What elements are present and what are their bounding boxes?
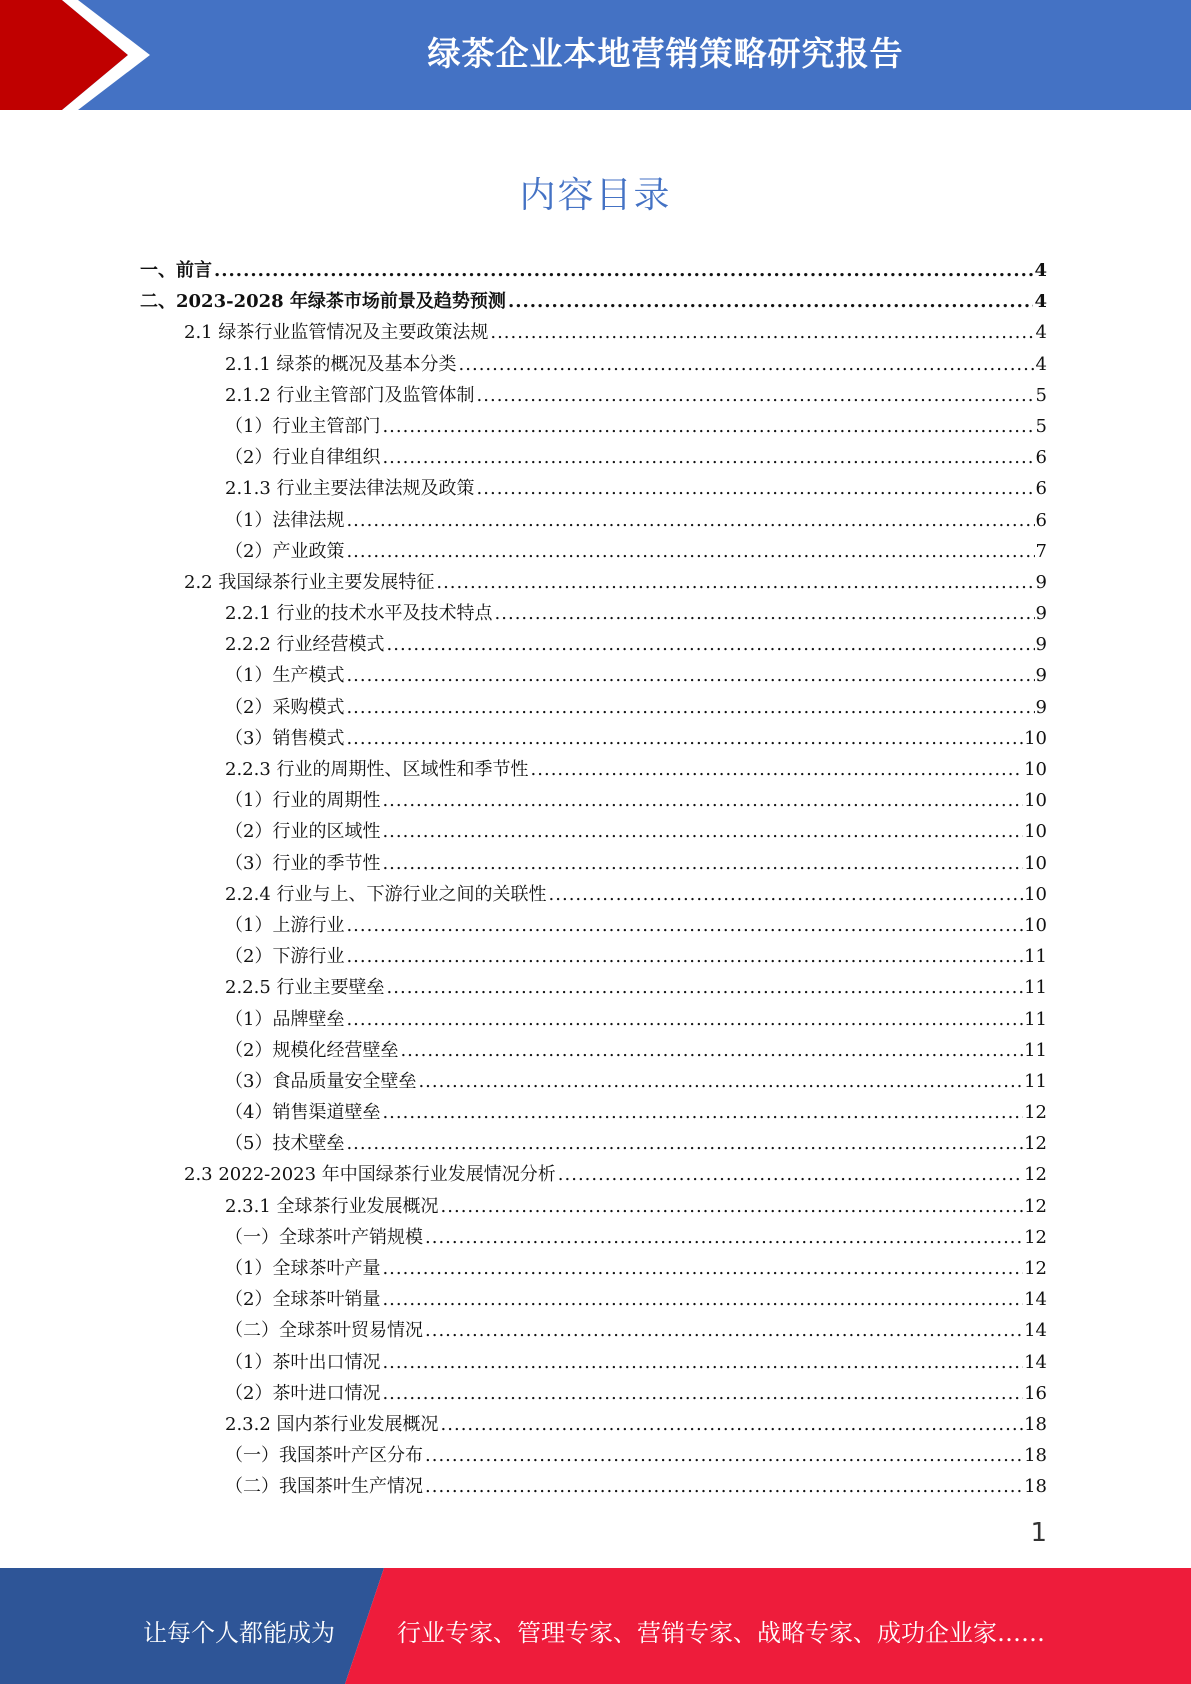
toc-entry-title: 2.3 2022-2023 年中国绿茶行业发展情况分析 — [184, 1159, 558, 1190]
toc-entry[interactable] — [140, 505, 1047, 536]
toc-entry[interactable] — [140, 816, 1047, 847]
toc-entry-page: 4 — [1034, 260, 1047, 281]
toc-entry[interactable] — [140, 1409, 1047, 1440]
toc-entry-title: 二、2023-2028 年绿茶市场前景及趋势预测 — [140, 286, 508, 317]
toc-entry-title: 2.1.1 绿茶的概况及基本分类 — [225, 349, 459, 380]
toc-entry[interactable] — [140, 255, 1047, 286]
toc-leader-dots — [382, 442, 1034, 473]
toc-entry-title: （2）茶叶进口情况 — [225, 1378, 382, 1409]
toc-entry-page: 11 — [1024, 977, 1047, 999]
toc-leader-dots — [346, 910, 1023, 941]
toc-leader-dots — [387, 629, 1035, 660]
toc-entry[interactable] — [140, 754, 1047, 785]
toc-entry[interactable] — [140, 692, 1047, 723]
toc-leader-dots — [477, 380, 1035, 411]
toc-entry-title: （1）茶叶出口情况 — [225, 1347, 382, 1378]
toc-entry[interactable] — [140, 660, 1047, 691]
toc-leader-dots — [490, 317, 1034, 348]
toc-entry[interactable] — [140, 317, 1047, 348]
toc-entry-page: 10 — [1024, 852, 1047, 874]
toc-entry-page: 10 — [1024, 790, 1047, 812]
toc-entry-title: （1）上游行业 — [225, 910, 346, 941]
footer-slogan-left: 让每个人都能成为 — [143, 1619, 335, 1647]
toc-leader-dots — [346, 723, 1023, 754]
toc-entry[interactable] — [140, 848, 1047, 879]
toc-leader-dots — [425, 1315, 1023, 1346]
toc-entry[interactable] — [140, 286, 1047, 317]
toc-leader-dots — [346, 505, 1034, 536]
toc-entry[interactable] — [140, 442, 1047, 473]
toc-entry-title: （二）我国茶叶生产情况 — [225, 1471, 425, 1502]
toc-entry[interactable] — [140, 723, 1047, 754]
toc-entry-page: 10 — [1024, 883, 1047, 905]
toc-entry-title: 一、前言 — [140, 255, 214, 286]
toc-entry[interactable] — [140, 1191, 1047, 1222]
toc-entry[interactable] — [140, 1347, 1047, 1378]
toc-entry-page: 11 — [1024, 1008, 1047, 1030]
toc-heading: 内容目录 — [519, 175, 672, 216]
toc-entry[interactable] — [140, 879, 1047, 910]
toc-entry-title: （1）法律法规 — [225, 505, 346, 536]
toc-entry-page: 12 — [1024, 1102, 1047, 1124]
page-header-band — [0, 0, 1191, 110]
page-footer-band — [0, 1568, 1191, 1684]
toc-entry[interactable] — [140, 473, 1047, 504]
toc-entry[interactable] — [140, 629, 1047, 660]
toc-entry-title: （1）行业主管部门 — [225, 411, 382, 442]
toc-leader-dots — [549, 879, 1024, 910]
toc-leader-dots — [441, 1409, 1024, 1440]
toc-entry-title: （二）全球茶叶贸易情况 — [225, 1315, 425, 1346]
toc-entry-page: 18 — [1024, 1413, 1047, 1435]
toc-entry[interactable] — [140, 1471, 1047, 1502]
toc-entry[interactable] — [140, 1315, 1047, 1346]
toc-entry-page: 12 — [1024, 1133, 1047, 1155]
toc-entry-page: 4 — [1034, 291, 1047, 313]
toc-entry[interactable] — [140, 349, 1047, 380]
toc-entry-title: 2.2.5 行业主要壁垒 — [225, 972, 387, 1003]
toc-entry[interactable] — [140, 1004, 1047, 1035]
toc-leader-dots — [346, 692, 1034, 723]
toc-leader-dots — [387, 972, 1024, 1003]
toc-entry-title: （2）规模化经营壁垒 — [225, 1035, 400, 1066]
toc-leader-dots — [382, 785, 1023, 816]
toc-leader-dots — [382, 1253, 1023, 1284]
toc-leader-dots — [459, 349, 1035, 380]
toc-entry[interactable] — [140, 411, 1047, 442]
toc-entry-page: 6 — [1035, 509, 1047, 531]
toc-entry-title: （3）行业的季节性 — [225, 848, 382, 879]
toc-entry-title: （2）行业的区域性 — [225, 816, 382, 847]
toc-leader-dots — [477, 473, 1035, 504]
toc-entry-title: （2）下游行业 — [225, 941, 346, 972]
toc-entry-page: 10 — [1024, 727, 1047, 749]
table-of-contents — [140, 255, 1047, 1503]
toc-entry-page: 18 — [1024, 1476, 1047, 1498]
toc-entry-title: （一）全球茶叶产销规模 — [225, 1222, 425, 1253]
toc-entry[interactable] — [140, 380, 1047, 411]
toc-entry-title: 2.2 我国绿茶行业主要发展特征 — [184, 567, 436, 598]
toc-entry-page: 10 — [1024, 821, 1047, 843]
toc-entry[interactable] — [140, 1066, 1047, 1097]
toc-leader-dots — [436, 567, 1034, 598]
toc-entry-page: 10 — [1024, 759, 1047, 780]
toc-entry-page: 5 — [1035, 384, 1047, 406]
toc-leader-dots — [400, 1035, 1023, 1066]
toc-entry-title: 2.2.1 行业的技术水平及技术特点 — [225, 598, 495, 629]
toc-entry[interactable] — [140, 1097, 1047, 1128]
toc-entry-page: 12 — [1024, 1226, 1047, 1248]
toc-entry-page: 12 — [1024, 1164, 1047, 1186]
toc-entry-page: 12 — [1024, 1258, 1047, 1279]
toc-entry-page: 5 — [1035, 415, 1047, 437]
toc-entry-page: 9 — [1035, 634, 1047, 656]
toc-entry[interactable] — [140, 536, 1047, 567]
toc-entry-title: （2）采购模式 — [225, 692, 346, 723]
toc-entry-page: 7 — [1035, 540, 1047, 562]
page-number: 1 — [1030, 1518, 1047, 1548]
toc-leader-dots — [346, 1128, 1023, 1159]
toc-entry-title: 2.1.2 行业主管部门及监管体制 — [225, 380, 477, 411]
toc-entry-page: 11 — [1024, 946, 1047, 968]
toc-entry-page: 11 — [1024, 1039, 1047, 1061]
toc-leader-dots — [425, 1222, 1023, 1253]
toc-leader-dots — [495, 598, 1035, 629]
toc-entry[interactable] — [140, 1378, 1047, 1409]
toc-entry-page: 9 — [1035, 603, 1047, 625]
toc-leader-dots — [441, 1191, 1024, 1222]
toc-entry-title: 2.3.1 全球茶行业发展概况 — [225, 1191, 441, 1222]
toc-entry-page: 9 — [1035, 571, 1047, 593]
toc-leader-dots — [425, 1440, 1023, 1471]
footer-slogan-right: 行业专家、管理专家、营销专家、战略专家、成功企业家…… — [397, 1619, 1045, 1647]
toc-leader-dots — [382, 1378, 1023, 1409]
toc-leader-dots — [214, 255, 1033, 286]
toc-leader-dots — [346, 941, 1023, 972]
toc-entry[interactable] — [140, 1253, 1047, 1284]
toc-entry-title: 2.2.4 行业与上、下游行业之间的关联性 — [225, 879, 549, 910]
toc-entry-page: 9 — [1035, 696, 1047, 718]
toc-leader-dots — [418, 1066, 1023, 1097]
toc-entry[interactable] — [140, 941, 1047, 972]
toc-entry-page: 6 — [1035, 478, 1047, 500]
toc-entry[interactable] — [140, 972, 1047, 1003]
toc-entry[interactable] — [140, 1128, 1047, 1159]
toc-entry-page: 10 — [1024, 914, 1047, 936]
toc-entry-title: 2.1.3 行业主要法律法规及政策 — [225, 473, 477, 504]
toc-entry-page: 4 — [1035, 322, 1047, 344]
toc-entry-page: 16 — [1024, 1382, 1047, 1404]
toc-entry-title: （5）技术壁垒 — [225, 1128, 346, 1159]
toc-leader-dots — [508, 286, 1034, 317]
toc-entry[interactable] — [140, 785, 1047, 816]
toc-leader-dots — [382, 1284, 1023, 1315]
toc-leader-dots — [382, 1347, 1023, 1378]
toc-entry-page: 14 — [1024, 1289, 1047, 1311]
toc-entry-page: 6 — [1035, 447, 1047, 469]
toc-leader-dots — [346, 536, 1034, 567]
toc-entry-title: 2.3.2 国内茶行业发展概况 — [225, 1409, 441, 1440]
toc-entry-page: 14 — [1024, 1320, 1047, 1342]
toc-entry[interactable] — [140, 1222, 1047, 1253]
toc-entry-title: 2.1 绿茶行业监管情况及主要政策法规 — [184, 317, 490, 348]
toc-entry[interactable] — [140, 1035, 1047, 1066]
toc-leader-dots — [346, 1004, 1023, 1035]
toc-entry-title: （3）食品质量安全壁垒 — [225, 1066, 418, 1097]
toc-entry-title: （2）全球茶叶销量 — [225, 1284, 382, 1315]
toc-entry-title: （1）生产模式 — [225, 660, 346, 691]
toc-entry[interactable] — [140, 1159, 1047, 1190]
toc-entry-page: 12 — [1024, 1195, 1047, 1217]
toc-entry-title: （1）品牌壁垒 — [225, 1004, 346, 1035]
report-title: 绿茶企业本地营销策略研究报告 — [427, 34, 904, 73]
toc-entry-title: （1）行业的周期性 — [225, 785, 382, 816]
toc-entry[interactable] — [140, 567, 1047, 598]
toc-entry-title: （3）销售模式 — [225, 723, 346, 754]
toc-entry-title: （1）全球茶叶产量 — [225, 1253, 382, 1284]
toc-entry-title: （4）销售渠道壁垒 — [225, 1097, 382, 1128]
toc-entry[interactable] — [140, 1284, 1047, 1315]
toc-entry-title: 2.2.3 行业的周期性、区域性和季节性 — [225, 754, 531, 785]
toc-leader-dots — [531, 754, 1024, 785]
toc-entry-title: 2.2.2 行业经营模式 — [225, 629, 387, 660]
toc-entry[interactable] — [140, 598, 1047, 629]
toc-leader-dots — [382, 848, 1023, 879]
toc-leader-dots — [346, 660, 1034, 691]
toc-leader-dots — [425, 1471, 1023, 1502]
toc-leader-dots — [558, 1159, 1023, 1190]
toc-entry[interactable] — [140, 910, 1047, 941]
toc-entry-page: 4 — [1035, 353, 1047, 375]
toc-entry-page: 18 — [1024, 1445, 1047, 1467]
toc-entry-page: 9 — [1035, 665, 1047, 687]
toc-leader-dots — [382, 816, 1023, 847]
toc-leader-dots — [382, 1097, 1023, 1128]
toc-leader-dots — [382, 411, 1034, 442]
toc-entry-title: （2）产业政策 — [225, 536, 346, 567]
toc-entry-page: 11 — [1024, 1070, 1047, 1092]
toc-entry-title: （一）我国茶叶产区分布 — [225, 1440, 425, 1471]
toc-entry-title: （2）行业自律组织 — [225, 442, 382, 473]
toc-entry-page: 14 — [1024, 1351, 1047, 1373]
toc-entry[interactable] — [140, 1440, 1047, 1471]
